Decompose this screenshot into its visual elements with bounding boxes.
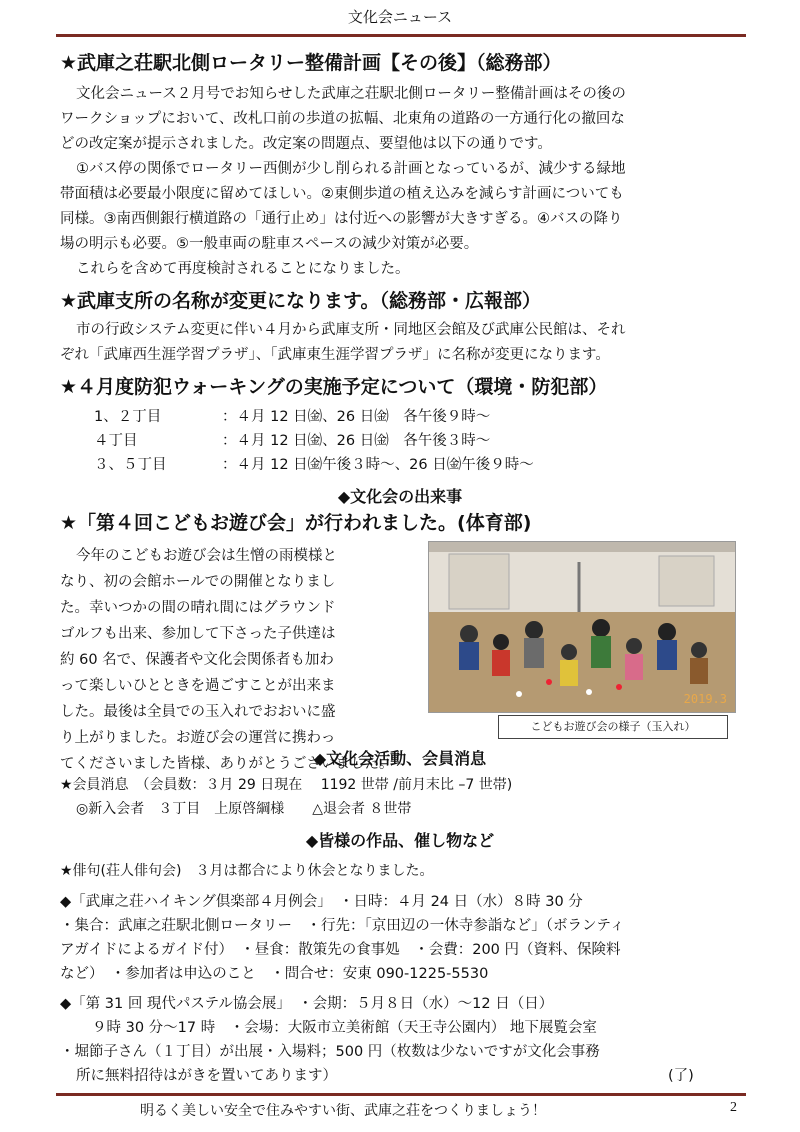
pastel-line: ◆「第 31 回 現代パステル協会展」 ・会期：５月８日（水）～12 日（日） [60, 996, 554, 1012]
body-line: 文化会ニュース２月号でお知らせした武庫之荘駅北側ロータリー整備計画はその後の [76, 86, 626, 102]
body-line: 今年のこどもお遊び会は生憎の雨模様と [76, 548, 337, 564]
body-line: 約 60 名で、保護者や文化会関係者も加わ [60, 652, 334, 668]
new-members-line: ◎新入会者 ３丁目 上原啓綱様 △退会者 ８世帯 [76, 801, 412, 817]
hiking-line: など） ・参加者は申込のこと ・問合せ：安東 090-1225-5530 [60, 966, 489, 982]
section-title-branch-name: ★武庫支所の名称が変更になります。（総務部・広報部） [60, 290, 542, 312]
body-line: り上がりました。お遊び会の運営に携わっ [60, 730, 336, 746]
schedule-dates: ：４月 12 日㈮、26 日㈮ 各午後９時～ [222, 409, 491, 425]
schedule-area: 1、２丁目 [94, 409, 162, 425]
body-line: ①バス停の関係でロータリー西側が少し削られる計画となっているが、減少する緑地 [76, 161, 626, 177]
member-count-line: ★会員消息 （会員数：３月 29 日現在 1192 世帯 /前月末比 –7 世帯) [60, 777, 513, 793]
page-number: 2 [730, 1100, 737, 1115]
schedule-dates: ：４月 12 日㈮、26 日㈮ 各午後３時～ [222, 433, 491, 449]
schedule-area: ４丁目 [94, 433, 138, 449]
body-line: した。最後は全員での玉入れでおおいに盛 [60, 704, 336, 720]
body-line: てくださいました皆様、ありがとうございました。 [60, 756, 394, 772]
pastel-line: ・堀節子さん（１丁目）が出展・入場料；500 円（枚数は少ないですが文化会事務 [60, 1044, 600, 1060]
photo-date-stamp: 2019.3 [683, 692, 727, 706]
body-line: ワークショップにおいて、改札口前の歩道の拡幅、北東角の道路の一方通行化の撤回な [60, 111, 625, 127]
photo-caption: こどもお遊び会の様子（玉入れ） [498, 715, 728, 739]
heading-activities: ◆文化会活動、会員消息 [313, 749, 487, 768]
body-line: ゴルフも出来、参加して下さった子供達は [60, 626, 336, 642]
header-rule [56, 34, 746, 37]
body-line: どの改定案が提示されました。改定案の問題点、要望他は以下の通りです。 [60, 136, 552, 152]
body-line: ぞれ「武庫西生涯学習プラザ」、「武庫東生涯学習プラザ」に名称が変更になります。 [60, 347, 610, 363]
section-title-rotary: ★武庫之荘駅北側ロータリー整備計画【その後】（総務部） [60, 52, 562, 74]
heading-events: ◆文化会の出来事 [337, 487, 463, 506]
schedule-area: ３、５丁目 [94, 457, 167, 473]
section-title-kids-event: ★「第４回こどもお遊び会」が行われました。(体育部) [60, 512, 532, 534]
newsletter-title: 文化会ニュース [347, 8, 453, 26]
body-line: これらを含めて再度検討されることになりました。 [76, 261, 410, 277]
hiking-line: アガイドによるガイド付） ・昼食：散策先の食事処 ・会費：200 円（資料、保険料 [60, 942, 621, 958]
body-line: た。幸いつかの間の晴れ間にはグラウンド [60, 600, 336, 616]
body-line: 市の行政システム変更に伴い４月から武庫支所・同地区会館及び武庫公民館は、それ [76, 322, 626, 338]
event-photo-illustration [429, 542, 735, 712]
body-line: なり、初の会館ホールでの開催となりまし [60, 574, 336, 590]
heading-works: ◆皆様の作品、催し物など [305, 831, 495, 850]
body-line: 場の明示も必要。⑤一般車両の駐車スペースの減少対策が必要。 [60, 236, 479, 252]
pastel-line: ９時 30 分～17 時 ・会場：大阪市立美術館（天王寺公園内） 地下展覧会室 [92, 1020, 597, 1036]
section-title-crime-walking: ★４月度防犯ウォーキングの実施予定について（環境・防犯部） [60, 376, 608, 398]
body-line: って楽しいひとときを過ごすことが出来ま [60, 678, 336, 694]
pastel-line: 所に無料招待はがきを置いてあります） [76, 1068, 337, 1084]
footer-rule [56, 1093, 746, 1096]
hiking-line: ◆「武庫之荘ハイキング倶楽部４月例会」 ・日時：４月 24 日（水）８時 30 分 [60, 894, 583, 910]
event-photo [428, 541, 736, 713]
hiking-line: ・集合：武庫之荘駅北側ロータリー ・行先：｢京田辺の一休寺参詣など｣（ボランティ [60, 918, 625, 934]
schedule-dates: ：４月 12 日㈮午後３時～、26 日㈮午後９時～ [222, 457, 534, 473]
haiku-notice: ★俳句(荘人俳句会) ３月は都合により休会となりました。 [60, 863, 434, 879]
end-mark: (了) [668, 1068, 694, 1084]
footer-slogan: 明るく美しい安全で住みやすい街、武庫之荘をつくりましょう！ [140, 1103, 546, 1119]
body-line: 帯面積は必要最小限度に留めてほしい。②東側歩道の植え込みを減らす計画についても [60, 186, 624, 202]
body-line: 同様。③南西側銀行横道路の「通行止め」は付近への影響が大きすぎる。④バスの降り [60, 211, 623, 227]
